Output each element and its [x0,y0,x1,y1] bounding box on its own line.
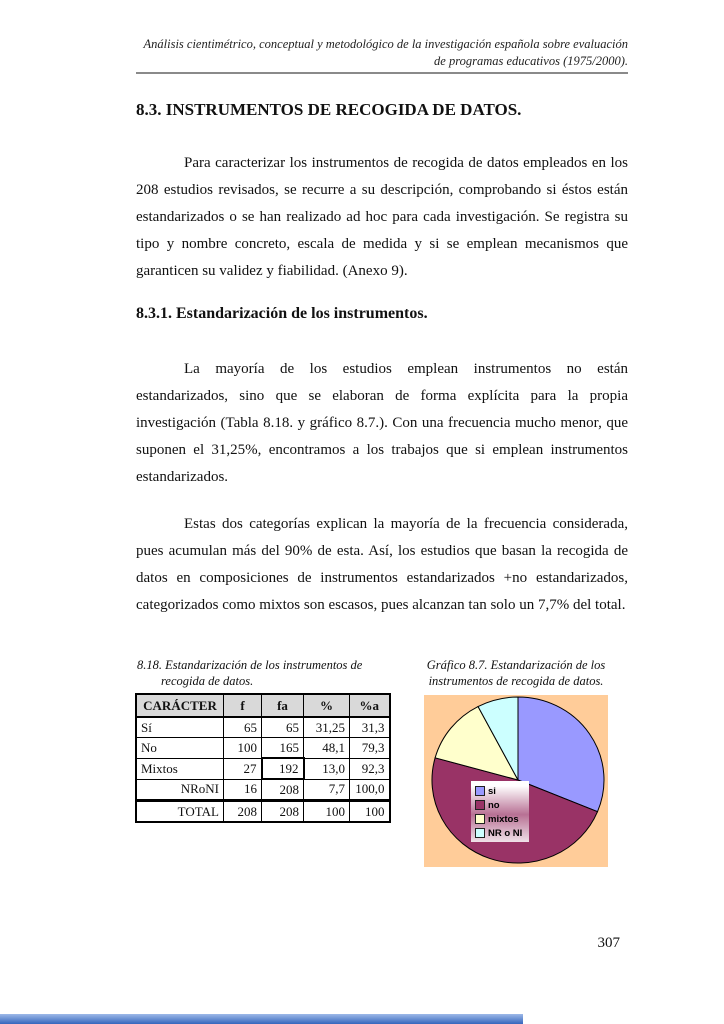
cell-pcta-row2: 92,3 [350,758,390,779]
page-number: 307 [597,935,620,951]
subsection-paragraph-1: La mayoría de los estudios emplean instrumentos no están estandarizados, sino que se elaboran de forma explícita para la propia investigación (Tabla 8.18. y gráfico 8.7.). Con una frecuencia mucho menor, que suponen el 31,25%, encontramos a los trabajos que si emplean instrumentos estandarizados. [136,361,628,485]
cell-f-row1: 100 [224,738,262,759]
table-row [136,779,390,801]
cell-pct-row2: 13,0 [304,758,350,779]
table-col-header-1: f [224,694,262,717]
cell-fa-row3: 208 [262,779,304,801]
table-col-header-0: CARÁCTER [136,694,224,717]
cell-pcta-row4: 100 [350,801,390,823]
table-caption-line2: recogida de datos. [161,674,254,688]
table-col-header-4: %a [350,694,390,717]
cell-f-row2: 27 [224,758,262,779]
cell-label-row4: TOTAL [136,801,224,823]
section-heading: 8.3. INSTRUMENTOS DE RECOGIDA DE DATOS. [136,100,522,119]
table-row [136,717,390,738]
cell-label-row0: Sí [136,717,224,738]
frequency-table-wrap [135,693,391,823]
frequency-table [135,693,391,823]
table-caption-line1: 8.18. Estandarización de los instrumentos de [137,658,363,672]
chart-caption-line1: Gráfico 8.7. Estandarización de los [426,658,606,672]
legend-item-nr-o-ni [475,826,527,840]
legend-label: NR o NI [488,827,523,839]
table-row [136,801,390,823]
cell-fa-row1: 165 [262,738,304,759]
legend-swatch-icon [475,828,485,838]
cell-label-row2: Mixtos [136,758,224,779]
pie-legend [471,781,529,842]
legend-label: no [488,799,500,811]
cell-label-row3: NRoNI [136,779,224,801]
legend-label: si [488,785,496,797]
chart-caption-line2: instrumentos de recogida de datos. [428,674,604,688]
cell-fa-row2: 192 [262,758,304,779]
cell-pct-row3: 7,7 [304,779,350,801]
running-header [110,36,628,70]
cell-pcta-row3: 100,0 [350,779,390,801]
cell-pcta-row0: 31,3 [350,717,390,738]
subsection-paragraph-2: Estas dos categorías explican la mayoría de la frecuencia considerada, pues acumulan más del 90% de esta. Así, los estudios que basan la recogida de datos en composiciones de instrumentos estandarizados +no estandarizados, categorizados como mixtos son escasos, pues alcanzan tan solo un 7,7% del total. [136,516,628,613]
table-caption [137,657,407,689]
running-header-line2: de programas educativos (1975/2000). [434,54,628,68]
cell-fa-row4: 208 [262,801,304,823]
cell-fa-row0: 65 [262,717,304,738]
table-header-row [136,694,390,717]
section-paragraph-1: Para caracterizar los instrumentos de recogida de datos empleados en los 208 estudios revisados, se recurre a su descripción, comprobando si éstos están estandarizados o se han realizado ad hoc para cada investigación. Se registra su tipo y nombre concreto, escala de medida y si se emplean mecanismos que garanticen su validez y fiabilidad. (Anexo 9). [136,155,628,279]
cell-pcta-row1: 79,3 [350,738,390,759]
legend-swatch-icon [475,814,485,824]
subsection-heading: 8.3.1. Estandarización de los instrumentos. [136,305,428,322]
cell-pct-row4: 100 [304,801,350,823]
legend-item-si [475,784,527,798]
loading-progress-bar [0,1014,523,1024]
pie-chart-panel [424,695,608,867]
cell-f-row0: 65 [224,717,262,738]
running-header-line1: Análisis cientimétrico, conceptual y metodológico de la investigación española sobre evaluación [143,37,628,51]
table-col-header-2: fa [262,694,304,717]
legend-label: mixtos [488,813,519,825]
cell-label-row1: No [136,738,224,759]
table-col-header-3: % [304,694,350,717]
legend-swatch-icon [475,800,485,810]
cell-pct-row0: 31,25 [304,717,350,738]
cell-pct-row1: 48,1 [304,738,350,759]
legend-swatch-icon [475,786,485,796]
legend-item-mixtos [475,812,527,826]
cell-f-row3: 16 [224,779,262,801]
table-row [136,758,390,779]
legend-item-no [475,798,527,812]
chart-caption [420,657,612,689]
header-rule [136,72,628,74]
cell-f-row4: 208 [224,801,262,823]
table-row [136,738,390,759]
